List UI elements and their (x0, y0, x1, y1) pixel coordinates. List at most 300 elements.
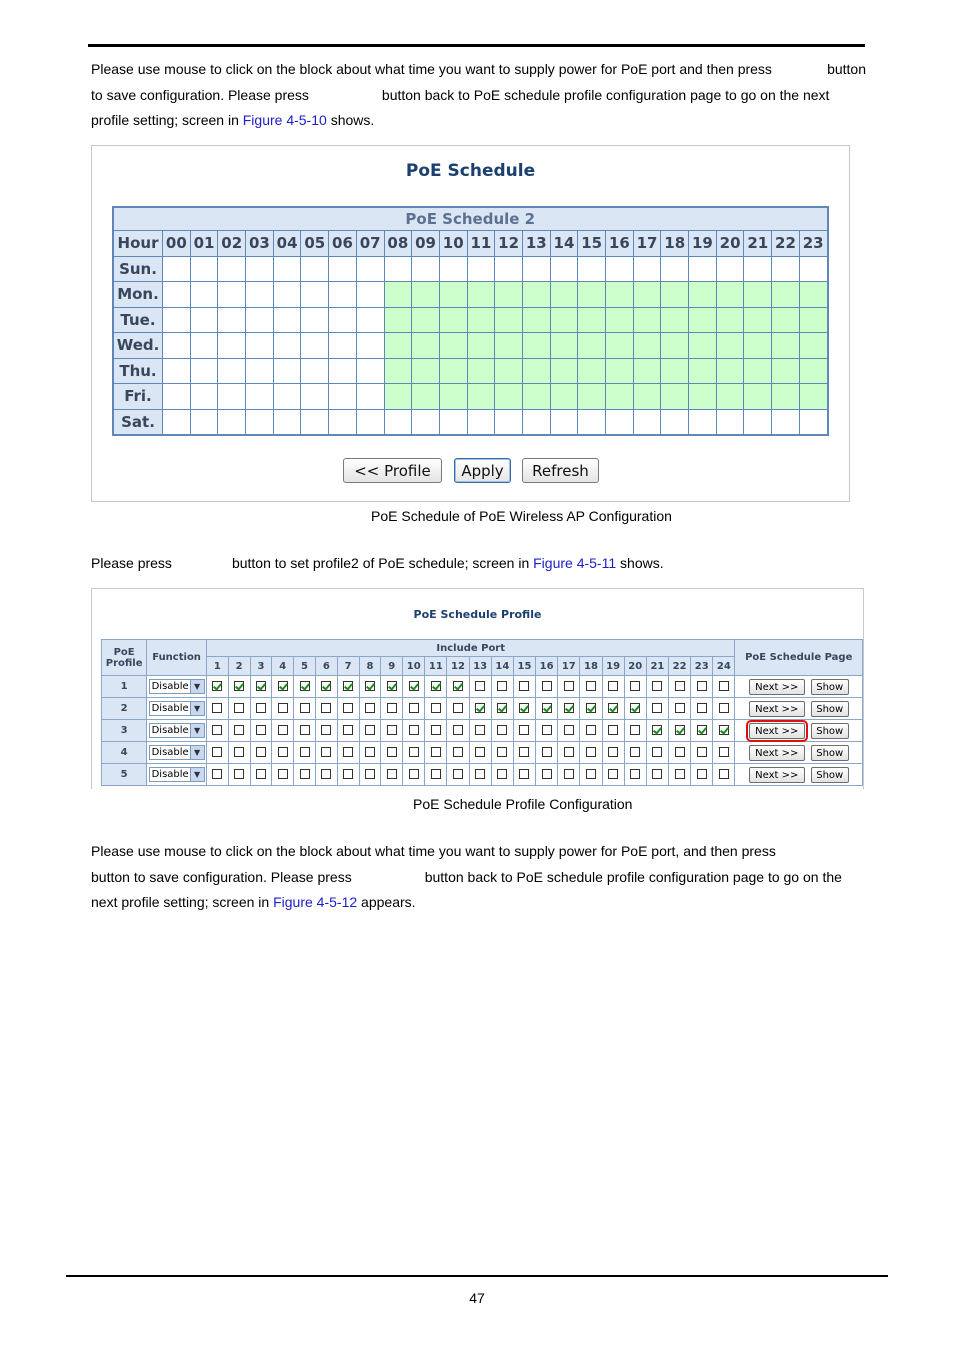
port-checkbox[interactable] (212, 725, 222, 735)
schedule-cell[interactable] (163, 333, 191, 359)
schedule-cell[interactable] (246, 307, 274, 333)
schedule-cell[interactable] (439, 333, 467, 359)
schedule-cell[interactable] (633, 409, 661, 435)
schedule-cell[interactable] (356, 307, 384, 333)
schedule-cell[interactable] (689, 256, 717, 282)
schedule-cell[interactable] (356, 358, 384, 384)
port-checkbox[interactable] (212, 769, 222, 779)
port-checkbox[interactable] (564, 747, 574, 757)
schedule-cell[interactable] (218, 358, 246, 384)
schedule-cell[interactable] (689, 358, 717, 384)
schedule-cell[interactable] (412, 256, 440, 282)
port-checkbox[interactable] (675, 703, 685, 713)
port-checkbox[interactable] (234, 769, 244, 779)
port-checkbox[interactable] (675, 725, 685, 735)
schedule-cell[interactable] (412, 307, 440, 333)
port-checkbox[interactable] (234, 681, 244, 691)
port-checkbox[interactable] (409, 681, 419, 691)
schedule-cell[interactable] (412, 333, 440, 359)
port-checkbox[interactable] (697, 681, 707, 691)
port-checkbox[interactable] (497, 703, 507, 713)
schedule-cell[interactable] (744, 358, 772, 384)
port-checkbox[interactable] (387, 747, 397, 757)
function-select[interactable] (149, 723, 205, 738)
schedule-cell[interactable] (218, 384, 246, 410)
schedule-cell[interactable] (467, 307, 495, 333)
schedule-cell[interactable] (356, 256, 384, 282)
schedule-cell[interactable] (301, 282, 329, 308)
schedule-cell[interactable] (329, 384, 357, 410)
port-checkbox[interactable] (300, 769, 310, 779)
schedule-cell[interactable] (301, 307, 329, 333)
port-checkbox[interactable] (542, 681, 552, 691)
port-checkbox[interactable] (630, 703, 640, 713)
schedule-cell[interactable] (578, 409, 606, 435)
port-checkbox[interactable] (387, 769, 397, 779)
schedule-cell[interactable] (578, 333, 606, 359)
port-checkbox[interactable] (564, 725, 574, 735)
schedule-cell[interactable] (772, 256, 800, 282)
schedule-cell[interactable] (384, 333, 412, 359)
port-checkbox[interactable] (475, 703, 485, 713)
port-checkbox[interactable] (409, 703, 419, 713)
port-checkbox[interactable] (431, 681, 441, 691)
schedule-cell[interactable] (329, 358, 357, 384)
schedule-cell[interactable] (550, 307, 578, 333)
schedule-cell[interactable] (384, 384, 412, 410)
show-button[interactable]: Show (811, 767, 849, 783)
port-checkbox[interactable] (278, 769, 288, 779)
port-checkbox[interactable] (300, 747, 310, 757)
figure-link[interactable]: Figure 4-5-11 (533, 555, 617, 571)
next-button[interactable]: Next >> (749, 679, 805, 695)
schedule-cell[interactable] (606, 333, 634, 359)
schedule-cell[interactable] (163, 256, 191, 282)
port-checkbox[interactable] (697, 725, 707, 735)
schedule-cell[interactable] (163, 409, 191, 435)
schedule-cell[interactable] (772, 282, 800, 308)
port-checkbox[interactable] (564, 703, 574, 713)
port-checkbox[interactable] (256, 725, 266, 735)
schedule-cell[interactable] (495, 256, 523, 282)
schedule-cell[interactable] (799, 307, 827, 333)
schedule-cell[interactable] (246, 282, 274, 308)
port-checkbox[interactable] (497, 725, 507, 735)
schedule-cell[interactable] (716, 282, 744, 308)
schedule-cell[interactable] (661, 358, 689, 384)
port-checkbox[interactable] (586, 703, 596, 713)
function-select[interactable] (149, 679, 205, 694)
port-checkbox[interactable] (608, 769, 618, 779)
port-checkbox[interactable] (675, 769, 685, 779)
schedule-cell[interactable] (273, 307, 301, 333)
schedule-cell[interactable] (799, 358, 827, 384)
schedule-cell[interactable] (772, 409, 800, 435)
port-checkbox[interactable] (212, 703, 222, 713)
schedule-cell[interactable] (716, 409, 744, 435)
schedule-cell[interactable] (467, 282, 495, 308)
port-checkbox[interactable] (234, 747, 244, 757)
schedule-cell[interactable] (522, 333, 550, 359)
schedule-cell[interactable] (273, 333, 301, 359)
schedule-cell[interactable] (356, 282, 384, 308)
schedule-cell[interactable] (578, 282, 606, 308)
port-checkbox[interactable] (256, 769, 266, 779)
port-checkbox[interactable] (278, 681, 288, 691)
port-checkbox[interactable] (278, 703, 288, 713)
schedule-cell[interactable] (329, 282, 357, 308)
schedule-cell[interactable] (329, 256, 357, 282)
schedule-cell[interactable] (689, 307, 717, 333)
port-checkbox[interactable] (542, 703, 552, 713)
schedule-cell[interactable] (550, 333, 578, 359)
show-button[interactable]: Show (811, 723, 849, 739)
schedule-cell[interactable] (218, 307, 246, 333)
port-checkbox[interactable] (630, 769, 640, 779)
schedule-cell[interactable] (661, 282, 689, 308)
port-checkbox[interactable] (453, 681, 463, 691)
schedule-cell[interactable] (550, 384, 578, 410)
schedule-cell[interactable] (578, 358, 606, 384)
schedule-cell[interactable] (633, 384, 661, 410)
schedule-cell[interactable] (716, 384, 744, 410)
schedule-cell[interactable] (744, 333, 772, 359)
schedule-cell[interactable] (301, 409, 329, 435)
port-checkbox[interactable] (409, 747, 419, 757)
port-checkbox[interactable] (212, 681, 222, 691)
profile-button[interactable]: << Profile (343, 458, 442, 483)
port-checkbox[interactable] (519, 769, 529, 779)
port-checkbox[interactable] (630, 681, 640, 691)
schedule-cell[interactable] (744, 307, 772, 333)
port-checkbox[interactable] (719, 725, 729, 735)
schedule-cell[interactable] (218, 333, 246, 359)
schedule-cell[interactable] (578, 384, 606, 410)
schedule-cell[interactable] (246, 384, 274, 410)
schedule-cell[interactable] (467, 409, 495, 435)
schedule-cell[interactable] (522, 256, 550, 282)
port-checkbox[interactable] (586, 769, 596, 779)
schedule-cell[interactable] (689, 282, 717, 308)
schedule-cell[interactable] (439, 307, 467, 333)
port-checkbox[interactable] (431, 703, 441, 713)
port-checkbox[interactable] (453, 703, 463, 713)
schedule-cell[interactable] (439, 409, 467, 435)
schedule-cell[interactable] (273, 358, 301, 384)
figure-link[interactable]: Figure 4-5-10 (242, 112, 327, 128)
schedule-cell[interactable] (384, 307, 412, 333)
schedule-cell[interactable] (606, 358, 634, 384)
port-checkbox[interactable] (431, 747, 441, 757)
schedule-cell[interactable] (772, 333, 800, 359)
schedule-cell[interactable] (606, 282, 634, 308)
port-checkbox[interactable] (697, 703, 707, 713)
port-checkbox[interactable] (475, 681, 485, 691)
schedule-cell[interactable] (439, 384, 467, 410)
schedule-cell[interactable] (412, 282, 440, 308)
schedule-cell[interactable] (301, 333, 329, 359)
schedule-cell[interactable] (661, 307, 689, 333)
schedule-cell[interactable] (384, 358, 412, 384)
port-checkbox[interactable] (542, 769, 552, 779)
schedule-cell[interactable] (799, 282, 827, 308)
port-checkbox[interactable] (365, 747, 375, 757)
schedule-cell[interactable] (467, 333, 495, 359)
schedule-cell[interactable] (550, 358, 578, 384)
schedule-cell[interactable] (163, 282, 191, 308)
port-checkbox[interactable] (519, 725, 529, 735)
schedule-cell[interactable] (633, 282, 661, 308)
port-checkbox[interactable] (675, 681, 685, 691)
schedule-cell[interactable] (744, 282, 772, 308)
schedule-cell[interactable] (467, 358, 495, 384)
schedule-cell[interactable] (412, 384, 440, 410)
schedule-cell[interactable] (799, 333, 827, 359)
function-select[interactable] (149, 701, 205, 716)
schedule-cell[interactable] (218, 256, 246, 282)
schedule-cell[interactable] (716, 256, 744, 282)
schedule-cell[interactable] (329, 307, 357, 333)
port-checkbox[interactable] (519, 747, 529, 757)
port-checkbox[interactable] (719, 703, 729, 713)
schedule-cell[interactable] (384, 256, 412, 282)
schedule-cell[interactable] (495, 358, 523, 384)
schedule-cell[interactable] (495, 333, 523, 359)
schedule-cell[interactable] (633, 256, 661, 282)
next-button[interactable]: Next >> (749, 745, 805, 761)
port-checkbox[interactable] (431, 725, 441, 735)
schedule-cell[interactable] (190, 384, 218, 410)
schedule-cell[interactable] (190, 358, 218, 384)
port-checkbox[interactable] (542, 725, 552, 735)
port-checkbox[interactable] (409, 725, 419, 735)
schedule-cell[interactable] (163, 358, 191, 384)
port-checkbox[interactable] (300, 725, 310, 735)
port-checkbox[interactable] (409, 769, 419, 779)
schedule-cell[interactable] (633, 333, 661, 359)
port-checkbox[interactable] (387, 725, 397, 735)
schedule-cell[interactable] (772, 384, 800, 410)
schedule-cell[interactable] (522, 384, 550, 410)
port-checkbox[interactable] (321, 747, 331, 757)
schedule-cell[interactable] (716, 333, 744, 359)
schedule-cell[interactable] (273, 282, 301, 308)
port-checkbox[interactable] (608, 703, 618, 713)
schedule-cell[interactable] (190, 333, 218, 359)
schedule-cell[interactable] (522, 282, 550, 308)
port-checkbox[interactable] (365, 681, 375, 691)
schedule-cell[interactable] (606, 307, 634, 333)
port-checkbox[interactable] (234, 703, 244, 713)
schedule-cell[interactable] (273, 409, 301, 435)
schedule-cell[interactable] (467, 256, 495, 282)
port-checkbox[interactable] (300, 703, 310, 713)
port-checkbox[interactable] (608, 725, 618, 735)
port-checkbox[interactable] (497, 747, 507, 757)
schedule-cell[interactable] (439, 256, 467, 282)
schedule-cell[interactable] (190, 409, 218, 435)
port-checkbox[interactable] (497, 681, 507, 691)
port-checkbox[interactable] (321, 725, 331, 735)
port-checkbox[interactable] (343, 703, 353, 713)
schedule-cell[interactable] (578, 307, 606, 333)
schedule-cell[interactable] (356, 384, 384, 410)
port-checkbox[interactable] (519, 681, 529, 691)
schedule-cell[interactable] (301, 256, 329, 282)
schedule-cell[interactable] (412, 409, 440, 435)
port-checkbox[interactable] (719, 769, 729, 779)
schedule-cell[interactable] (716, 358, 744, 384)
show-button[interactable]: Show (811, 745, 849, 761)
port-checkbox[interactable] (564, 769, 574, 779)
schedule-cell[interactable] (246, 358, 274, 384)
schedule-cell[interactable] (439, 358, 467, 384)
function-select[interactable] (149, 745, 205, 760)
port-checkbox[interactable] (652, 703, 662, 713)
schedule-cell[interactable] (633, 358, 661, 384)
port-checkbox[interactable] (387, 681, 397, 691)
port-checkbox[interactable] (675, 747, 685, 757)
port-checkbox[interactable] (652, 747, 662, 757)
port-checkbox[interactable] (564, 681, 574, 691)
port-checkbox[interactable] (234, 725, 244, 735)
schedule-cell[interactable] (495, 409, 523, 435)
port-checkbox[interactable] (431, 769, 441, 779)
schedule-cell[interactable] (716, 307, 744, 333)
port-checkbox[interactable] (387, 703, 397, 713)
schedule-cell[interactable] (606, 384, 634, 410)
next-button[interactable]: Next >> (749, 767, 805, 783)
schedule-cell[interactable] (550, 409, 578, 435)
schedule-cell[interactable] (218, 409, 246, 435)
port-checkbox[interactable] (586, 725, 596, 735)
schedule-cell[interactable] (661, 409, 689, 435)
show-button[interactable]: Show (811, 679, 849, 695)
schedule-cell[interactable] (772, 307, 800, 333)
schedule-cell[interactable] (689, 384, 717, 410)
schedule-cell[interactable] (522, 307, 550, 333)
port-checkbox[interactable] (300, 681, 310, 691)
port-checkbox[interactable] (542, 747, 552, 757)
port-checkbox[interactable] (343, 725, 353, 735)
port-checkbox[interactable] (343, 769, 353, 779)
port-checkbox[interactable] (497, 769, 507, 779)
schedule-cell[interactable] (273, 256, 301, 282)
port-checkbox[interactable] (652, 725, 662, 735)
port-checkbox[interactable] (586, 747, 596, 757)
schedule-cell[interactable] (550, 282, 578, 308)
port-checkbox[interactable] (321, 769, 331, 779)
port-checkbox[interactable] (212, 747, 222, 757)
schedule-cell[interactable] (689, 333, 717, 359)
schedule-cell[interactable] (661, 256, 689, 282)
schedule-cell[interactable] (190, 282, 218, 308)
port-checkbox[interactable] (630, 725, 640, 735)
schedule-cell[interactable] (661, 333, 689, 359)
schedule-cell[interactable] (246, 333, 274, 359)
schedule-cell[interactable] (190, 307, 218, 333)
schedule-cell[interactable] (606, 409, 634, 435)
port-checkbox[interactable] (652, 681, 662, 691)
schedule-cell[interactable] (495, 307, 523, 333)
schedule-cell[interactable] (495, 282, 523, 308)
schedule-cell[interactable] (218, 282, 246, 308)
schedule-cell[interactable] (190, 256, 218, 282)
port-checkbox[interactable] (453, 725, 463, 735)
schedule-cell[interactable] (329, 333, 357, 359)
schedule-cell[interactable] (606, 256, 634, 282)
next-button[interactable]: Next >> (749, 701, 805, 717)
schedule-cell[interactable] (522, 409, 550, 435)
schedule-cell[interactable] (356, 333, 384, 359)
schedule-cell[interactable] (246, 409, 274, 435)
schedule-cell[interactable] (384, 409, 412, 435)
refresh-button[interactable]: Refresh (522, 458, 599, 483)
port-checkbox[interactable] (453, 747, 463, 757)
schedule-cell[interactable] (301, 384, 329, 410)
port-checkbox[interactable] (652, 769, 662, 779)
figure-link[interactable]: Figure 4-5-12 (273, 894, 358, 910)
schedule-cell[interactable] (467, 384, 495, 410)
port-checkbox[interactable] (519, 703, 529, 713)
schedule-cell[interactable] (495, 384, 523, 410)
port-checkbox[interactable] (586, 681, 596, 691)
schedule-cell[interactable] (246, 256, 274, 282)
port-checkbox[interactable] (475, 769, 485, 779)
schedule-cell[interactable] (578, 256, 606, 282)
schedule-cell[interactable] (744, 384, 772, 410)
port-checkbox[interactable] (278, 747, 288, 757)
port-checkbox[interactable] (365, 769, 375, 779)
schedule-cell[interactable] (163, 384, 191, 410)
port-checkbox[interactable] (365, 703, 375, 713)
schedule-cell[interactable] (661, 384, 689, 410)
schedule-cell[interactable] (772, 358, 800, 384)
port-checkbox[interactable] (343, 747, 353, 757)
port-checkbox[interactable] (278, 725, 288, 735)
schedule-cell[interactable] (439, 282, 467, 308)
schedule-cell[interactable] (329, 409, 357, 435)
port-checkbox[interactable] (697, 747, 707, 757)
next-button[interactable]: Next >> (749, 723, 805, 739)
schedule-cell[interactable] (744, 409, 772, 435)
schedule-cell[interactable] (689, 409, 717, 435)
show-button[interactable]: Show (811, 701, 849, 717)
schedule-cell[interactable] (522, 358, 550, 384)
schedule-cell[interactable] (273, 384, 301, 410)
schedule-cell[interactable] (744, 256, 772, 282)
port-checkbox[interactable] (475, 725, 485, 735)
apply-button[interactable]: Apply (454, 458, 511, 483)
port-checkbox[interactable] (453, 769, 463, 779)
port-checkbox[interactable] (365, 725, 375, 735)
schedule-cell[interactable] (356, 409, 384, 435)
port-checkbox[interactable] (256, 681, 266, 691)
schedule-cell[interactable] (799, 256, 827, 282)
schedule-cell[interactable] (799, 409, 827, 435)
schedule-cell[interactable] (799, 384, 827, 410)
port-checkbox[interactable] (256, 747, 266, 757)
port-checkbox[interactable] (719, 747, 729, 757)
port-checkbox[interactable] (256, 703, 266, 713)
port-checkbox[interactable] (630, 747, 640, 757)
schedule-cell[interactable] (550, 256, 578, 282)
port-checkbox[interactable] (608, 747, 618, 757)
schedule-cell[interactable] (633, 307, 661, 333)
schedule-cell[interactable] (163, 307, 191, 333)
port-checkbox[interactable] (321, 703, 331, 713)
port-checkbox[interactable] (321, 681, 331, 691)
